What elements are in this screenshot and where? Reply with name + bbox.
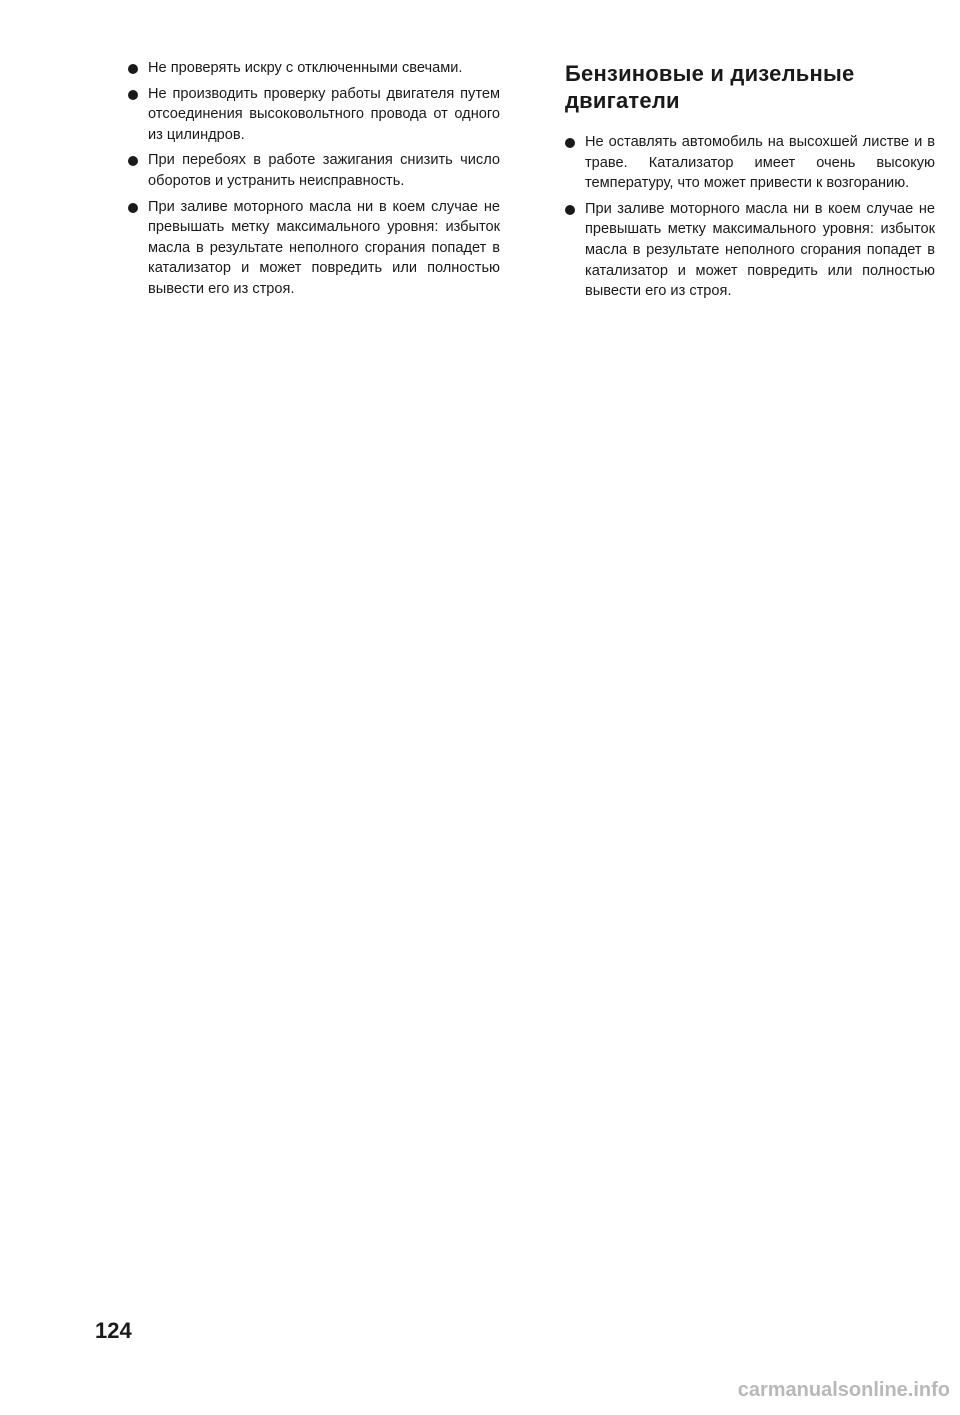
bullet-icon [128, 203, 138, 213]
section-heading: Бензиновые и дизельные двигатели [565, 61, 855, 113]
list-item [128, 58, 500, 79]
list-item-text: Не оставлять автомобиль на высохшей листве и в траве. Катализатор имеет очень высокую температуру, что может привести к возгоранию. [585, 134, 935, 192]
left-bullet-list [128, 58, 500, 300]
list-item-text: При перебоях в работе зажигания снизить число оборотов и устранить неисправность. [148, 152, 500, 189]
right-column [565, 58, 935, 307]
bullet-icon [128, 156, 138, 166]
list-item-text: При заливе моторного масла ни в коем случае не превышать метку максимального уровня: избыток масла в результате неполного сгорания попадет в катализатор и может повредить или полностью вывести его из строя. [585, 200, 935, 300]
list-item [565, 132, 935, 194]
list-item [128, 84, 500, 146]
watermark: carmanualsonline.info [737, 1379, 950, 1401]
bullet-icon [565, 138, 575, 148]
list-item [128, 197, 500, 300]
left-column [128, 58, 500, 305]
list-item [565, 199, 935, 302]
list-item [128, 150, 500, 191]
list-item-text: При заливе моторного масла ни в коем случае не превышать метку максимального уровня: избыток масла в результате неполного сгорания попадет в катализатор и может повредить или полностью вывести его из строя. [148, 198, 500, 297]
bullet-icon [128, 90, 138, 100]
list-item-text: Не производить проверку работы двигателя путем отсоединения высоковольтного провода от одного из цилиндров. [148, 85, 500, 143]
bullet-icon [128, 64, 138, 74]
list-item-text: Не проверять искру с отключенными свечами. [148, 60, 463, 76]
bullet-icon [565, 205, 575, 215]
right-bullet-list [565, 132, 935, 302]
page-number: 124 [95, 1318, 132, 1343]
